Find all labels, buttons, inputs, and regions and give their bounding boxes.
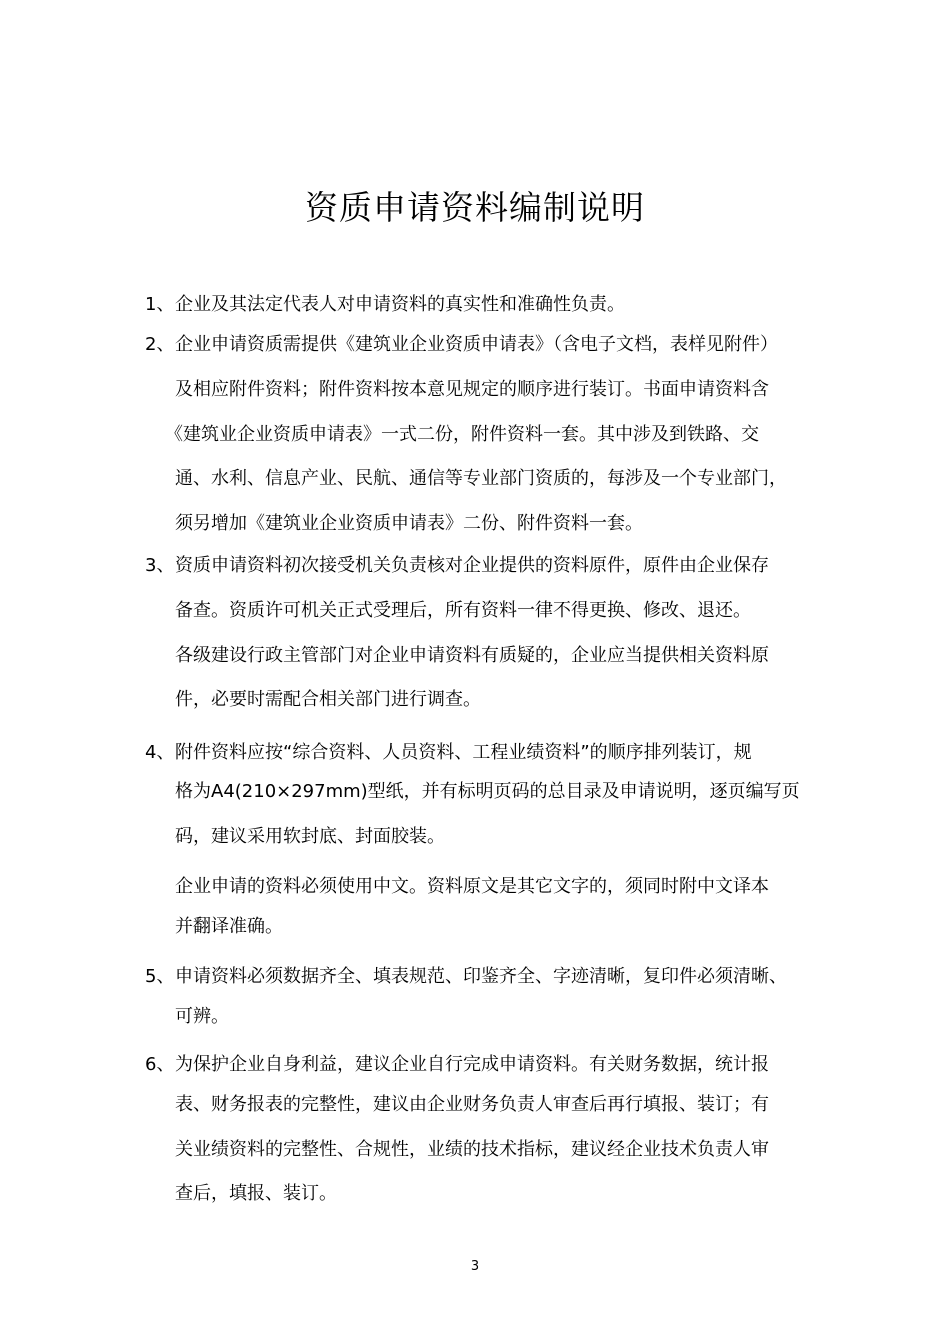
- item-text-line: 须另增加《建筑业企业资质申请表》二份、附件资料一套。: [175, 513, 643, 534]
- page-number: 3: [470, 1259, 480, 1274]
- item-text-line: 并翻译准确。: [175, 916, 283, 937]
- item-text-line: 码，建议采用软封底、封面胶装。: [175, 826, 445, 847]
- item-text-line: 通、水利、信息产业、民航、通信等专业部门资质的，每涉及一个专业部门，: [175, 468, 787, 489]
- item-number: 5、: [145, 966, 175, 987]
- item-text-line: 表、财务报表的完整性，建议由企业财务负责人审查后再行填报、装订；有: [175, 1094, 769, 1115]
- page-title: 资质申请资料编制说明: [305, 188, 645, 227]
- item-text-line: 企业申请的资料必须使用中文。资料原文是其它文字的，须同时附中文译本: [175, 876, 769, 897]
- item-text-line: 备查。资质许可机关正式受理后，所有资料一律不得更换、修改、退还。: [175, 600, 751, 621]
- item-text-line: 企业申请资质需提供《建筑业企业资质申请表》（含电子文档，表样见附件）: [175, 334, 778, 355]
- item-text-line: 查后，填报、装订。: [175, 1183, 337, 1204]
- item-text-line: 件，必要时需配合相关部门进行调查。: [175, 689, 481, 710]
- item-text-line: 格为A4(210×297mm)型纸，并有标明页码的总目录及申请说明，逐页编写页: [175, 781, 800, 802]
- item-number: 3、: [145, 555, 175, 576]
- item-text-line: 资质申请资料初次接受机关负责核对企业提供的资料原件，原件由企业保存: [175, 555, 769, 576]
- item-text-line: 企业及其法定代表人对申请资料的真实性和准确性负责。: [175, 294, 625, 315]
- item-text-line: 及相应附件资料；附件资料按本意见规定的顺序进行装订。书面申请资料含: [175, 379, 769, 400]
- item-text-line: 附件资料应按“综合资料、人员资料、工程业绩资料”的顺序排列装订，规: [175, 742, 752, 763]
- item-text-line: 可辨。: [175, 1006, 229, 1027]
- item-text-line: 为保护企业自身利益，建议企业自行完成申请资料。有关财务数据，统计报: [175, 1054, 769, 1075]
- item-number: 2、: [145, 334, 175, 355]
- item-number: 1、: [145, 294, 175, 315]
- item-text-line: 关业绩资料的完整性、合规性，业绩的技术指标，建议经企业技术负责人审: [175, 1139, 769, 1160]
- item-number: 4、: [145, 742, 175, 763]
- item-text-line: 各级建设行政主管部门对企业申请资料有质疑的，企业应当提供相关资料原: [175, 645, 769, 666]
- item-number: 6、: [145, 1054, 175, 1075]
- item-text-line: 申请资料必须数据齐全、填表规范、印鉴齐全、字迹清晰，复印件必须清晰、: [175, 966, 787, 987]
- item-text-line: 《建筑业企业资质申请表》一式二份，附件资料一套。其中涉及到铁路、交: [165, 424, 759, 445]
